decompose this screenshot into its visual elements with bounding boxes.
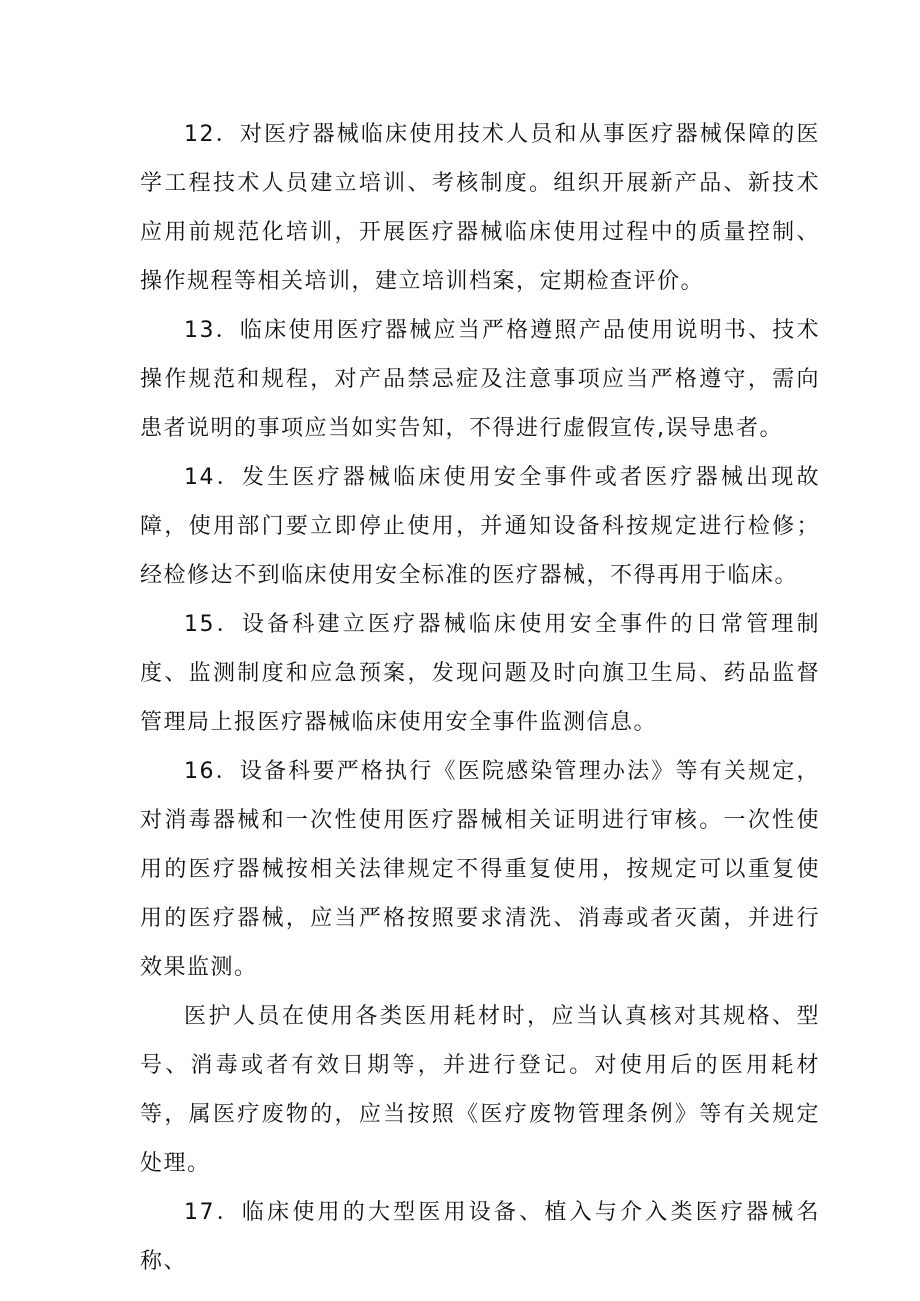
- paragraph-item-12: 12．对医疗器械临床使用技术人员和从事医疗器械保障的医学工程技术人员建立培训、考核制度。组织开展新产品、新技术应用前规范化培训，开展医疗器械临床使用过程中的质量控制、操作规程等相关培训，建立培训档案，定期检查评价。: [140, 122, 820, 294]
- paragraph-item-13: 13．临床使用医疗器械应当严格遵照产品使用说明书、技术操作规范和规程，对产品禁忌症及注意事项应当严格遵守，需向患者说明的事项应当如实告知，不得进行虚假宣传,误导患者。: [140, 318, 820, 441]
- paragraph-item-14: 14．发生医疗器械临床使用安全事件或者医疗器械出现故障，使用部门要立即停止使用，并通知设备科按规定进行检修；经检修达不到临床使用安全标准的医疗器械，不得再用于临床。: [140, 465, 820, 588]
- paragraph-item-17: 17．临床使用的大型医用设备、植入与介入类医疗器械名称、: [140, 1200, 820, 1274]
- document-body: [140, 110, 820, 1286]
- paragraph-item-15: 15．设备科建立医疗器械临床使用安全事件的日常管理制度、监测制度和应急预案，发现问题及时向旗卫生局、药品监督管理局上报医疗器械临床使用安全事件监测信息。: [140, 612, 820, 735]
- paragraph-item-16: 16．设备科要严格执行《医院感染管理办法》等有关规定，对消毒器械和一次性使用医疗器械相关证明进行审核。一次性使用的医疗器械按相关法律规定不得重复使用，按规定可以重复使用的医疗器械，应当严格按照要求清洗、消毒或者灭菌，并进行效果监测。: [140, 759, 820, 980]
- paragraph-medical-consumables: 医护人员在使用各类医用耗材时，应当认真核对其规格、型号、消毒或者有效日期等，并进行登记。对使用后的医用耗材等，属医疗废物的，应当按照《医疗废物管理条例》等有关规定处理。: [140, 1004, 820, 1176]
